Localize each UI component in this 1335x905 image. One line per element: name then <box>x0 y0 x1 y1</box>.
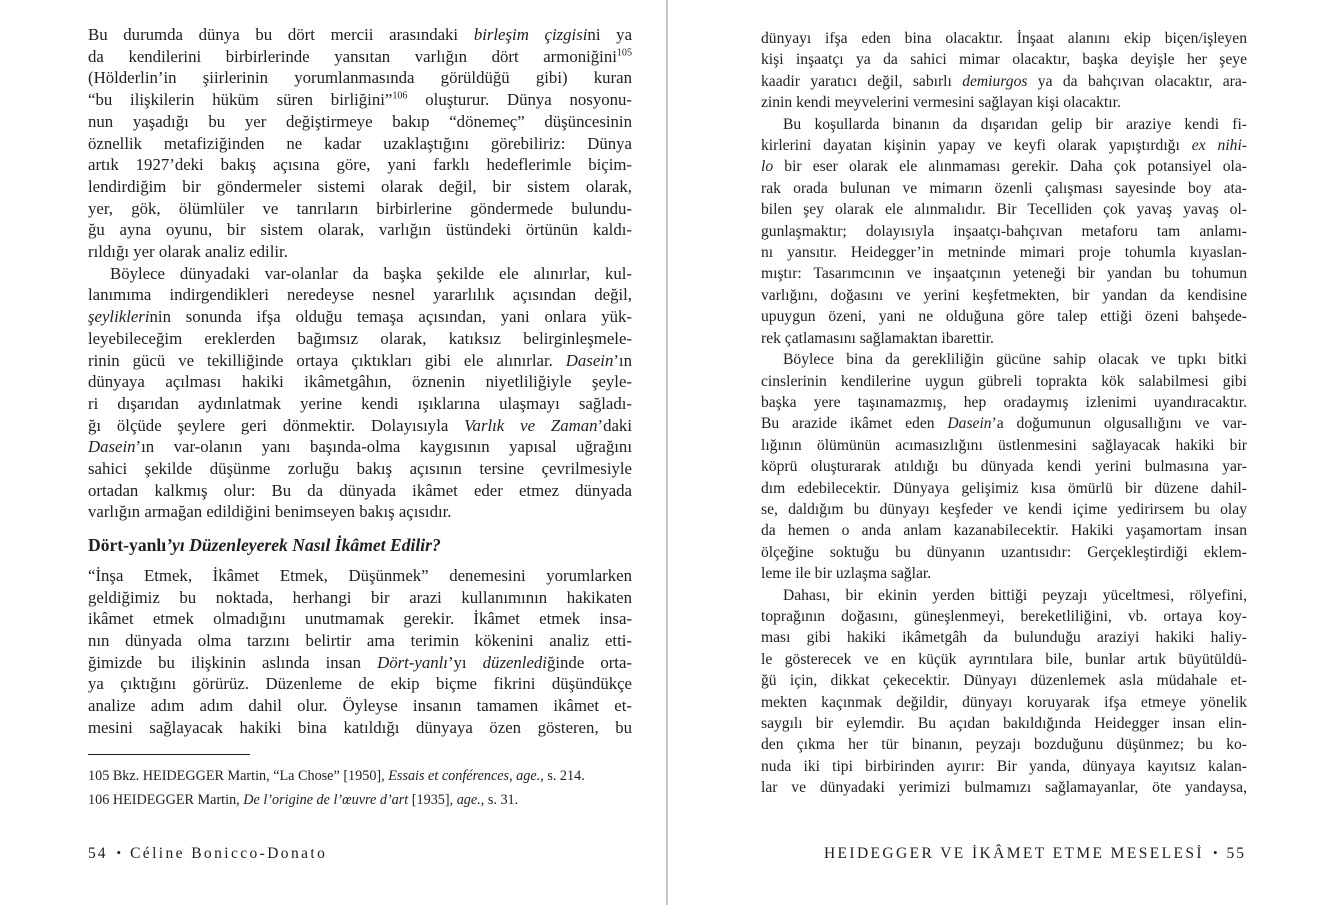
text-line: Böylece dünyadaki var-olanlar da başka şekilde ele alınırlar, kul- <box>110 263 632 283</box>
page-gutter-divider <box>666 0 668 905</box>
text-line: nun yaşadığı bu yer değiştirmeye bakıp “dönemeç” düşüncesinin <box>88 111 632 131</box>
text-line: öznellik metafiziğinden ne kadar uzaklaştığını görebiliriz: Dünya <box>88 133 632 153</box>
text-line: lığının ölümünün acımasızlığını üstlenmesini sağlayacak hakiki bir <box>761 436 1247 454</box>
page-left-body <box>88 24 632 812</box>
footer-bullet-right: • <box>1212 845 1218 860</box>
text-line: ması gibi hakiki ikâmetgâh da bulunduğu araziyi hakiki haliy- <box>761 629 1247 647</box>
text-line: lendirdiğim bir göndermeler sistemi olarak değil, bir sistem olarak, <box>88 176 632 196</box>
paragraph <box>761 114 1247 349</box>
text-line: lanımıma indirgendikleri neredeyse nesnel yararlılık açısından değil, <box>88 285 632 305</box>
text-line: le gösterecek ve en küçük ayrıntılara bile, bunlar artık büyütüldü- <box>761 650 1247 668</box>
page-right-body <box>761 28 1247 799</box>
text-line: analize adım adım dahil olur. Öyleyse insanın tamamen ikâmet et- <box>88 696 632 716</box>
text-line: ortadan kalkmış olur: Bu da dünyada ikâmet eder etmez dünyada <box>88 480 632 500</box>
text-line: zinin kendi meyvelerini vermesini sağlayan kişi olacaktır. <box>761 94 1121 112</box>
text-line: kişi inşaatçı ya da sahici mimar olacaktır, başka deyişle her şeye <box>761 51 1247 69</box>
page-right-footer <box>824 845 1246 863</box>
text-line: nı yansıtır. Heidegger’in metninde mimari proje tohumla kıyaslan- <box>761 244 1247 262</box>
text-line: rıldığı yer olarak analiz edilir. <box>88 242 288 262</box>
text-line: mesini sağlayacak hakiki bina katıldığı dünyaya özen gösteren, bu <box>88 717 632 737</box>
text-line: leme ile bir uzlaşma sağlar. <box>761 565 932 583</box>
text-line: dünyayı ifşa eden bina olacaktır. İnşaat alanını ekip biçen/işleyen <box>761 30 1247 47</box>
text-line: köprü oluşturarak atıldığı bu dünyada kendi yerini bulmasına yar- <box>761 458 1247 476</box>
text-line: mıştır: Tasarımcının ve inşaatçının yeteneği bir yandan bu tohumun <box>761 265 1247 283</box>
text-line: kirlerini dayatan kişinin yapay ve keyfi olarak yapıştırdığı ex nihi- <box>761 137 1247 155</box>
text-line: se, daldığım bu dünyayı keşfeder ve kendi içime yedirirsem bu olay <box>761 500 1247 518</box>
text-line: Bu durumda dünya bu dört mercii arasındaki birleşim çizgisini ya <box>88 25 632 44</box>
text-line: cinslerinin kendilerine uygun gübreli toprakta kök salabilmesi gibi <box>761 372 1247 390</box>
running-title: HEIDEGGER VE İKÂMET ETME MESELESİ <box>823 845 1204 862</box>
paragraph <box>88 263 632 523</box>
text-line: “bu ilişkilerin hüküm süren birliğini”$^{106}$ oluşturur. Dünya nosyonu- <box>88 90 632 110</box>
text-line: rak orada bulunan ve mimarın özenli çalışması sayesinde boy ata- <box>761 179 1247 197</box>
footnote: 105 Bkz. HEIDEGGER Martin, “La Chose” [1950], Essais et conférences, age., s. 214. <box>88 767 585 784</box>
text-line: toprağının doğasını, güneşlenmeyi, bereketliliğini, vb. ortaya koy- <box>761 607 1247 625</box>
text-line: lo bir eser olarak ele alınmaması gerekir. Daha çok potansiyel ola- <box>761 158 1247 176</box>
text-line: ğı ölçüde şeylere geri dönmektir. Dolayısıyla Varlık ve Zaman’daki <box>88 415 632 435</box>
running-author: Céline Bonicco-Donato <box>130 845 328 862</box>
text-line: Bu arazide ikâmet eden Dasein’a doğumunun olgusallığını ve var- <box>761 415 1247 433</box>
text-line: nuda iki tipi birbirinden ayırır: Bir yanda, dünyaya kayıtsız kalan- <box>761 757 1247 775</box>
paragraph <box>761 349 1247 584</box>
text-line: artık 1927’deki bakış açısına göre, yani farklı hedeflerimle biçim- <box>88 155 632 175</box>
text-line: lar ve dünyadaki yerimizi bulmamızı sağlamayanlar, öte yandaysa, <box>761 779 1247 797</box>
text-line: başka yere taşınamazmış, hep oradaymış izlenimi uyandıracaktır. <box>761 393 1247 411</box>
text-line: rek çatlamasını sağlamaktan ibarettir. <box>761 329 994 347</box>
text-line: ikâmet etmek olmadığını unutmamak gerekir. İkâmet etmek insa- <box>88 609 632 629</box>
text-line: ölçeğine soktuğu bu dünyanın uzantısıdır: Gerçekleştirdiği eklem- <box>761 543 1247 561</box>
text-line: (Hölderlin’in şiirlerinin yorumlanmasında görüldüğü gibi) kuran <box>88 68 632 88</box>
text-line: kaadir yaratıcı değil, sabırlı demiurgos ya da bahçıvan olacaktır, ara- <box>761 72 1247 90</box>
text-line: “İnşa Etmek, İkâmet Etmek, Düşünmek” denemesini yorumlarken <box>88 565 632 585</box>
text-line: ri dışarıdan aydınlatmak yerine kendi ışıklarına ulaşmayı sağladı- <box>88 393 632 413</box>
text-line: Böylece bina da gerekliliğin gücüne sahip olacak ve tıpkı bitki <box>783 351 1247 369</box>
text-line: ğimizde bu ilişkinin aslında insan Dört-yanlı’yı düzenlediğinde orta- <box>88 652 632 672</box>
text-line: şeyliklerinin sonunda ifşa olduğu temaşa açısından, yani onlara yük- <box>88 307 632 327</box>
text-line: dım edebilecektir. Dünyaya gelişimiz kısa ömürlü bir düzene dahil- <box>761 479 1247 497</box>
text-line: mekten kaçınmak değildir, dünyayı koruyarak ifşa etmeye yönelik <box>761 693 1247 711</box>
text-line: Dasein’ın var-olanın yanı başında-olma kaygısının yapısal uğrağını <box>88 437 632 457</box>
page-number-left: 54 <box>88 845 108 862</box>
text-line: nın dünyada olma tarzını belirtir ama terimin kökenini analiz etti- <box>88 630 632 650</box>
text-line: ğü için, dikkat çekecektir. Dünyayı düzenlemek asla müdahale et- <box>761 672 1247 690</box>
footnote: 106 HEIDEGGER Martin, De l’origine de l’œuvre d’art [1935], age., s. 31. <box>88 791 519 808</box>
page-number-right: 55 <box>1226 845 1246 862</box>
text-line: leyebileceğim ereklerden bağımsız olarak, katıksız belirginleşmele- <box>88 328 632 348</box>
text-line: varlığını, doğasını ve yerini keşfetmekten, bir yandan da kendisine <box>761 286 1247 304</box>
text-line: rinin gücü ve tekilliğinde ortaya çıktıkları gibi ele alınırlar. Dasein’ın <box>88 350 632 370</box>
paragraph <box>88 565 632 739</box>
text-line: ya çıktığını görürüz. Düzenleme de ekip biçme fikrini düşündükçe <box>88 674 632 694</box>
text-line: den çıkma her tür binanın, peyzajı bozduğunu düşünmez; bu ko- <box>761 736 1247 754</box>
text-line: sahici şekilde düşünme zorluğu bakış açısının tersine çevrilmesiyle <box>88 459 632 479</box>
text-line: ğu ayna oyunu, bir sistem olarak, varlığın üstündeki örtünün kaldı- <box>88 220 632 240</box>
text-line: da kendilerini birbirlerinde yansıtan varlığın dört armoniğini$^{105}$ <box>88 46 632 66</box>
text-line: gunlaşmaktır; dolayısıyla inşaatçı-bahçıvan metaforu tam anlamı- <box>761 222 1247 240</box>
section-heading: Dört-yanlı’yı Düzenleyerek Nasıl İkâmet Edilir? <box>88 535 441 556</box>
paragraph <box>761 585 1247 799</box>
text-line: saygılı bir eylemdir. Bu açıdan bakıldığında Heidegger insan elin- <box>761 715 1247 732</box>
text-line: geldiğimiz bu noktada, herhangi bir arazi kullanımının hakikaten <box>88 587 632 607</box>
paragraph <box>88 24 632 263</box>
footnote-rule <box>88 754 250 755</box>
text-line: Dahası, bir ekinin yerden bittiği peyzajı yüceltmesi, rölyefini, <box>783 586 1247 604</box>
text-line: da hemen o anda anlam kazanabilecektir. Hakiki yaşamortam insan <box>761 522 1247 540</box>
text-line: Bu koşullarda binanın da dışarıdan gelip bir araziye kendi fi- <box>783 115 1247 133</box>
text-line: dünyaya açılması hakiki ikâmetgâhın, öznenin niyetliliğiyle şeyle- <box>88 372 632 392</box>
text-line: upuygun özeni, yani ne olduğuna göre talep ettiği özeni bahşede- <box>761 308 1247 326</box>
footer-bullet-left: • <box>116 845 122 860</box>
text-line: bilen şey olarak ele alınmalıdır. Bir Tecelliden çok yavaş yavaş ol- <box>761 201 1247 219</box>
text-line: yer, gök, ölümlüler ve tanrıların birbirlerine göndermede bulundu- <box>88 198 632 218</box>
page-left-footer <box>88 845 327 863</box>
text-line: varlığın armağan edildiğini benimseyen bakış açısıdır. <box>88 502 452 522</box>
paragraph <box>761 28 1247 114</box>
